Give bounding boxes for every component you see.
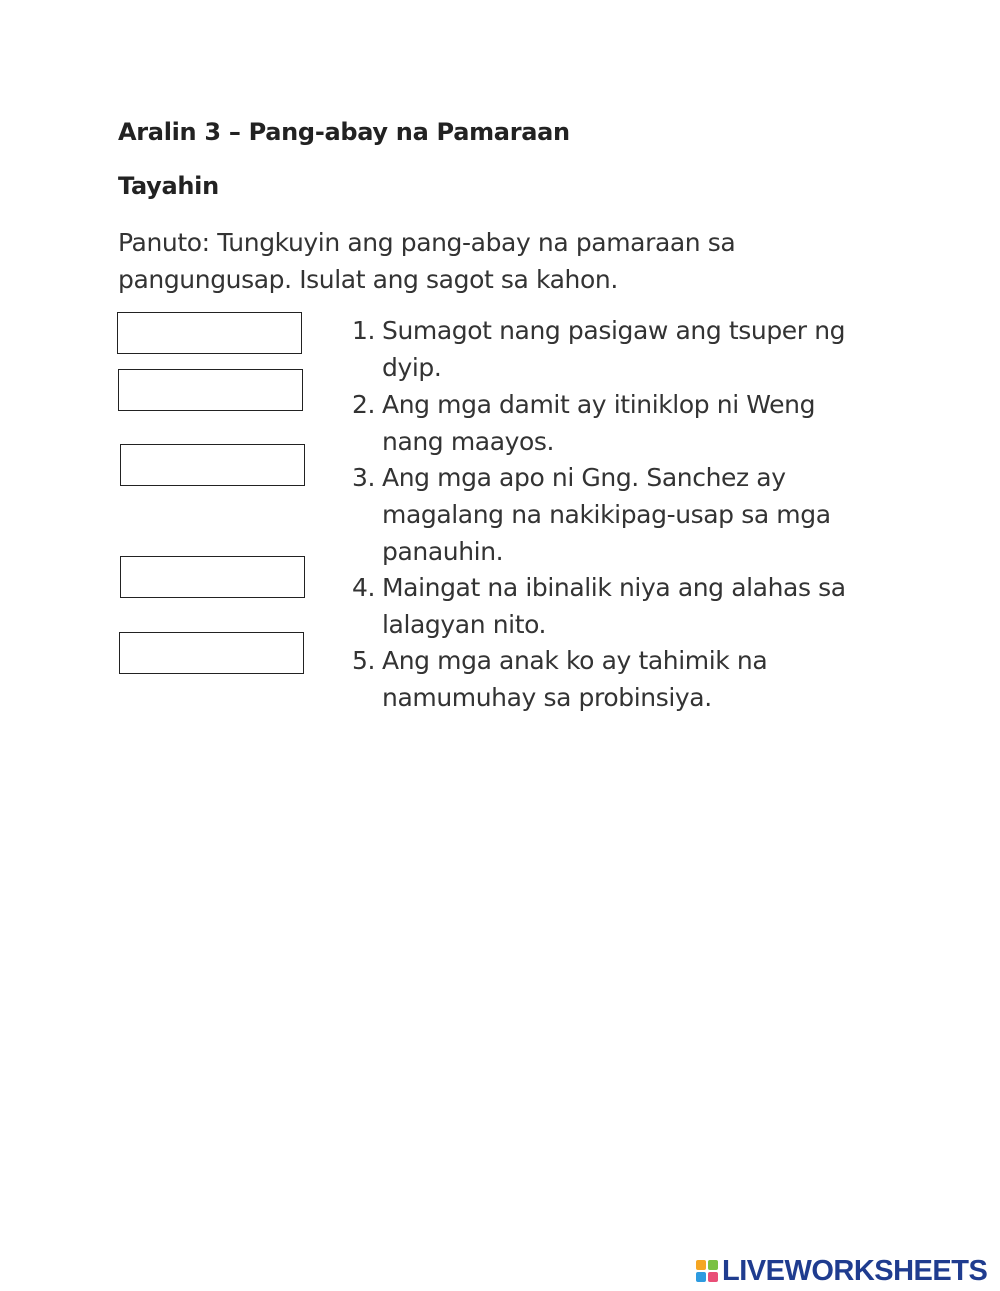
question-line: Ang mga anak ko ay tahimik na [382,646,768,675]
question-line: panauhin. [382,537,504,566]
answer-box-3[interactable] [120,444,305,486]
question-number: 5. [352,646,376,675]
logo-text: LIVEWORKSHEETS [722,1254,988,1287]
section-subtitle: Tayahin [118,172,219,200]
instructions-text: Panuto: Tungkuyin ang pang-abay na pamaraan sa pangungusap. Isulat ang sagot sa kahon. [118,228,736,294]
question-line: nang maayos. [382,427,555,456]
question-item-4 [352,569,912,643]
answer-box-1[interactable] [117,312,302,354]
answer-box-2[interactable] [118,369,303,411]
logo-block [708,1272,718,1282]
question-line: dyip. [382,353,442,382]
question-item-5 [352,642,912,716]
question-line: Ang mga damit ay itiniklop ni Weng [382,390,816,419]
question-item-1 [352,312,912,386]
worksheet-title: Aralin 3 – Pang-abay na Pamaraan [118,118,570,146]
logo-blocks-icon [696,1260,718,1282]
question-item-3 [352,459,912,570]
question-line: Sumagot nang pasigaw ang tsuper ng [382,316,846,345]
answer-box-4[interactable] [120,556,305,598]
logo-block [708,1260,718,1270]
logo-block [696,1260,706,1270]
question-line: Maingat na ibinalik niya ang alahas sa [382,573,846,602]
logo-block [696,1272,706,1282]
question-line: namumuhay sa probinsiya. [382,683,712,712]
question-number: 1. [352,316,376,345]
question-number: 3. [352,463,376,492]
question-number: 2. [352,390,376,419]
question-number: 4. [352,573,376,602]
answer-box-5[interactable] [119,632,304,674]
question-line: Ang mga apo ni Gng. Sanchez ay [382,463,786,492]
question-line: magalang na nakikipag-usap sa mga [382,500,831,529]
question-item-2 [352,386,912,460]
question-line: lalagyan nito. [382,610,547,639]
liveworksheets-logo [696,1254,987,1288]
